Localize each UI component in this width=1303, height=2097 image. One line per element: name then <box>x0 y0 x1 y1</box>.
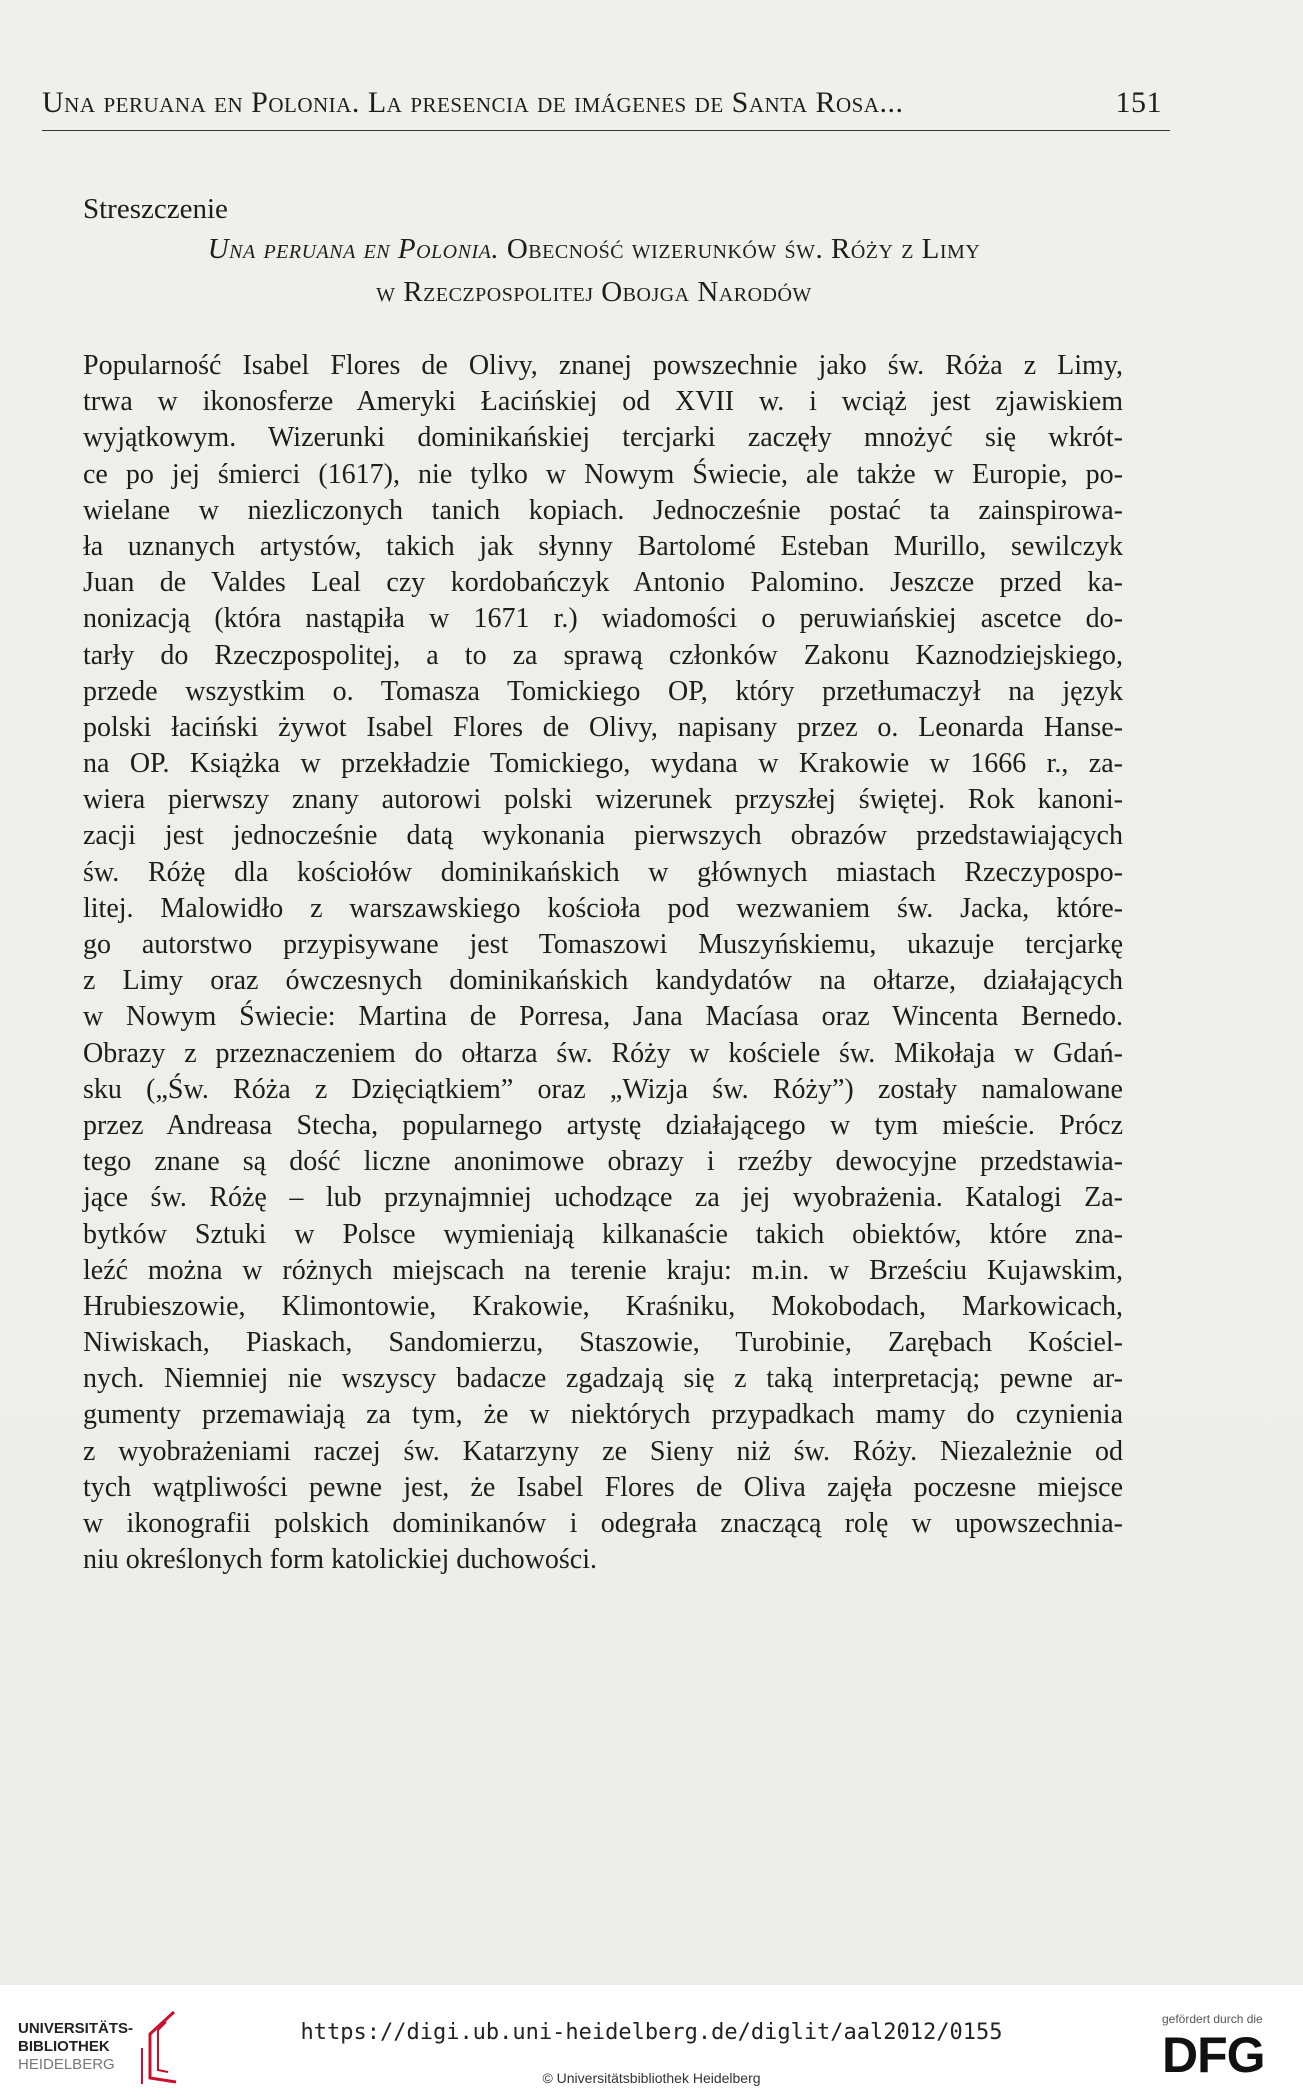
body-line: wyjątkowym. Wizerunki dominikańskiej tercjarki zaczęły mnożyć się wkrót- <box>83 422 1123 454</box>
funder-label: gefördert durch die <box>1162 2012 1263 2026</box>
body-line: św. Różę dla kościołów dominikańskich w głównych miastach Rzeczypospo- <box>83 856 1123 888</box>
body-line: litej. Malowidło z warszawskiego kościoła pod wezwaniem św. Jacka, które- <box>83 892 1123 924</box>
body-line: przez Andreasa Stecha, popularnego artystę działającego w tym mieście. Prócz <box>83 1109 1123 1141</box>
body-line: bytków Sztuki w Polsce wymieniają kilkanaście takich obiektów, które zna- <box>83 1218 1123 1250</box>
body-line: ła uznanych artystów, takich jak słynny Bartolomé Esteban Murillo, sewilczyk <box>83 530 1123 562</box>
body-line: Juan de Valdes Leal czy kordobańczyk Antonio Palomino. Jeszcze przed ka- <box>83 567 1123 599</box>
body-line: nonizacją (która nastąpiła w 1671 r.) wiadomości o peruwiańskiej ascetce do- <box>83 603 1123 635</box>
body-line: tych wątpliwości pewne jest, że Isabel Flores de Oliva zajęła poczesne miejsce <box>83 1471 1123 1503</box>
body-line: Popularność Isabel Flores de Olivy, znanej powszechnie jako św. Róża z Limy, <box>83 350 1123 381</box>
body-line: polski łaciński żywot Isabel Flores de Olivy, napisany przez o. Leonarda Hanse- <box>83 711 1123 743</box>
library-name-line1: UNIVERSITÄTS- <box>18 2020 134 2037</box>
body-line: z wyobrażeniami raczej św. Katarzyny ze Sieny niż św. Róży. Niezależnie od <box>83 1435 1123 1467</box>
article-title-line2: w Rzeczpospolitej Obojga Narodów <box>376 276 812 308</box>
body-line: wiera pierwszy znany autorowi polski wizerunek przyszłej świętej. Rok kanoni- <box>83 784 1123 816</box>
body-line: w ikonografii polskich dominikanów i odegrała znaczącą rolę w upowszechnia- <box>83 1508 1123 1539</box>
page-number: 151 <box>1115 86 1162 119</box>
dfg-logo[interactable]: DFG <box>1162 2027 1265 2083</box>
body-line: go autorstwo przypisywane jest Tomaszowi Muszyńskiemu, ukazuje tercjarkę <box>83 929 1123 960</box>
body-line: ce po jej śmierci (1617), nie tylko w Nowym Świecie, ale także w Europie, po- <box>83 458 1123 490</box>
library-name-line2: BIBLIOTHEK <box>18 2038 110 2055</box>
body-line: przede wszystkim o. Tomasza Tomickiego OP, który przetłumaczył na język <box>83 675 1123 707</box>
body-line: leźć można w różnych miejscach na terenie kraju: m.in. w Brześciu Kujawskim, <box>83 1254 1123 1286</box>
body-line: jące św. Różę – lub przynajmniej uchodzące za jej wyobrażenia. Katalogi Za- <box>83 1182 1123 1214</box>
body-line: tego znane są dość liczne anonimowe obrazy i rzeźby dewocyjne przedstawia- <box>83 1146 1123 1178</box>
running-header <box>42 86 1170 131</box>
article-title-line1 <box>60 233 1128 266</box>
body-line: w Nowym Świecie: Martina de Porresa, Jana Macíasa oraz Wincenta Bernedo. <box>83 1001 1123 1033</box>
body-line: Hrubieszowie, Klimontowie, Krakowie, Kraśniku, Mokobodach, Markowicach, <box>83 1290 1123 1322</box>
copyright-notice: © Universitätsbibliothek Heidelberg <box>542 2070 761 2086</box>
title-italic-part: Una peruana en Polonia. <box>207 233 500 265</box>
body-line: gumenty przemawiają za tym, że w niektórych przypadkach mamy do czynienia <box>83 1399 1123 1431</box>
body-line: tarły do Rzeczpospolitej, a to za sprawą członków Zakonu Kaznodziejskiego, <box>83 639 1123 671</box>
body-line: nych. Niemniej nie wszyscy badacze zgadzają się z taką interpretacją; pewne ar- <box>83 1363 1123 1395</box>
abstract-body <box>83 348 1123 1578</box>
body-line: zacji jest jednocześnie datą wykonania pierwszych obrazów przedstawiających <box>83 820 1123 852</box>
section-label: Streszczenie <box>83 193 228 225</box>
body-line: na OP. Książka w przekładzie Tomickiego, wydana w Krakowie w 1666 r., za- <box>83 748 1123 780</box>
permalink-url[interactable]: https://digi.ub.uni-heidelberg.de/diglit/aal2012/0155 <box>300 2020 1003 2045</box>
body-line: wielane w niezliczonych tanich kopiach. Jednocześnie postać ta zainspirowa- <box>83 494 1123 526</box>
body-line: z Limy oraz ówczesnych dominikańskich kandydatów na ołtarze, działających <box>83 965 1123 997</box>
body-line: trwa w ikonosferze Ameryki Łacińskiej od XVII w. i wciąż jest zjawiskiem <box>83 386 1123 418</box>
library-name-line3: HEIDELBERG <box>18 2056 115 2073</box>
body-line: Niwiskach, Piaskach, Sandomierzu, Staszowie, Turobinie, Zarębach Kościel- <box>83 1327 1123 1359</box>
running-title: Una peruana en Polonia. La presencia de imágenes de Santa Rosa... <box>42 86 904 119</box>
body-line: niu określonych form katolickiej duchowości. <box>83 1544 597 1576</box>
body-line: sku („Św. Róża z Dzięciątkiem” oraz „Wizja św. Róży”) zostały namalowane <box>83 1073 1123 1105</box>
body-line: Obrazy z przeznaczeniem do ołtarza św. Róży w kościele św. Mikołaja w Gdań- <box>83 1037 1123 1069</box>
title-regular-part: Obecność wizerunków św. Róży z Limy <box>499 233 981 265</box>
